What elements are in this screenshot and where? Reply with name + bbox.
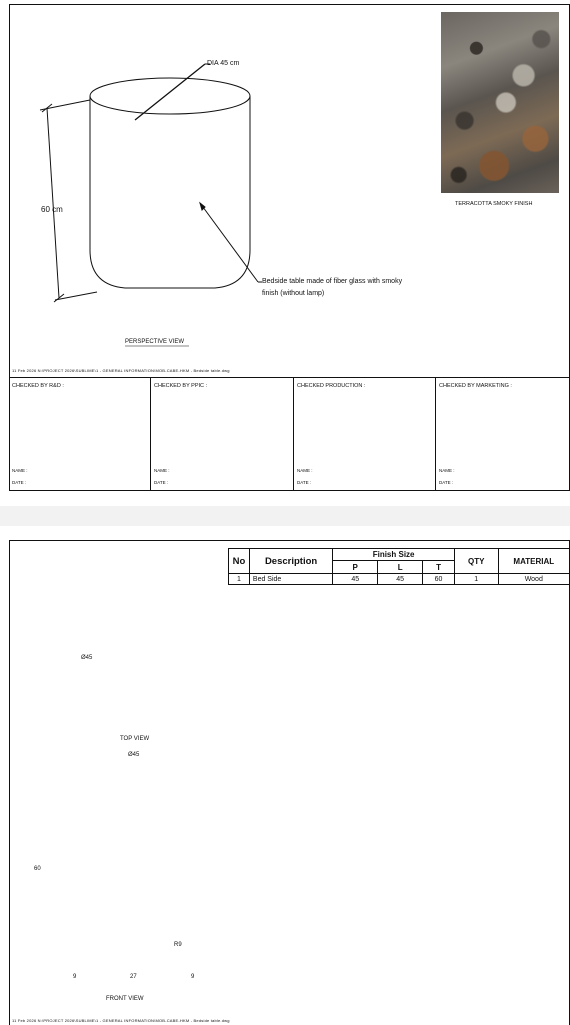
radius-label: R9 [174, 942, 182, 948]
header-t: T [423, 561, 455, 574]
signoff-name: NAME : [154, 468, 170, 473]
signoff-name: NAME : [12, 468, 28, 473]
signoff-name: NAME : [439, 468, 455, 473]
signoff-ppic [151, 378, 294, 491]
cell-t: 60 [423, 574, 455, 585]
signoff-date: DATE : [154, 480, 169, 485]
diameter-dimension-label: DIA 45 cm [207, 60, 240, 67]
header-material: MATERIAL [498, 549, 569, 574]
dim-mid-label: 27 [130, 974, 137, 980]
signoff-title: CHECKED BY R&D : [12, 383, 64, 389]
diameter-leader [135, 64, 205, 120]
signoff-date: DATE : [12, 480, 27, 485]
dim-left-label: 9 [73, 974, 77, 980]
signoff-name: NAME : [297, 468, 313, 473]
signoff-rnd [9, 378, 151, 491]
cell-no: 1 [229, 574, 250, 585]
signoff-date: DATE : [297, 480, 312, 485]
page-gap [0, 506, 570, 526]
cell-l: 45 [378, 574, 423, 585]
cylinder-body [90, 96, 250, 288]
terracotta-smoky-finish-swatch [441, 12, 559, 193]
front-width-label: Ø45 [128, 752, 140, 758]
cell-description: Bed Side [249, 574, 332, 585]
signoff-marketing [436, 378, 570, 491]
front-height-label: 60 [34, 866, 41, 872]
perspective-view-label: PERSPECTIVE VIEW [125, 339, 185, 345]
note-line-2: finish (without lamp) [262, 290, 325, 297]
header-finish-size: Finish Size [333, 549, 455, 561]
bottom-footer-path: 11 Feb 2026 N:\PROJECT 2026\SUBLIME\1 - GENERAL INFORMATION\MOB-CABE-HKM - Bedside table.dwg [12, 1018, 230, 1023]
spec-header-row [229, 549, 570, 561]
cell-qty: 1 [454, 574, 498, 585]
front-view-label: FRONT VIEW [106, 996, 144, 1002]
top-view-label: TOP VIEW [120, 736, 150, 742]
header-no: No [229, 549, 250, 574]
note-leader [200, 203, 258, 282]
signoff-title: CHECKED PRODUCTION : [297, 383, 366, 389]
cylinder-top-ellipse [90, 78, 250, 114]
header-description: Description [249, 549, 332, 574]
note-line-1: Bedside table made of fiber glass with smoky [262, 278, 403, 285]
signoff-row [9, 377, 570, 491]
spec-table [228, 548, 570, 585]
table-row [229, 574, 570, 585]
signoff-date: DATE : [439, 480, 454, 485]
cylinder-perspective [40, 64, 262, 302]
signoff-title: CHECKED BY PPIC : [154, 383, 208, 389]
header-qty: QTY [454, 549, 498, 574]
top-footer-path: 11 Feb 2026 N:\PROJECT 2026\SUBLIME\1 - GENERAL INFORMATION\MOB-CABE-HKM - Bedside table.dwg [12, 368, 230, 373]
orthographic-drawing-sheet [9, 540, 570, 1025]
header-l: L [378, 561, 423, 574]
signoff-title: CHECKED BY MARKETING : [439, 383, 512, 389]
finish-label: TERRACOTTA SMOKY FINISH [455, 201, 533, 207]
cell-material: Wood [498, 574, 569, 585]
cell-p: 45 [333, 574, 378, 585]
top-view-dia-label: Ø45 [81, 655, 93, 661]
header-p: P [333, 561, 378, 574]
dim-right-label: 9 [191, 974, 195, 980]
height-dimension-label: 60 cm [41, 205, 63, 214]
signoff-production [294, 378, 436, 491]
height-dim-line [47, 108, 59, 298]
